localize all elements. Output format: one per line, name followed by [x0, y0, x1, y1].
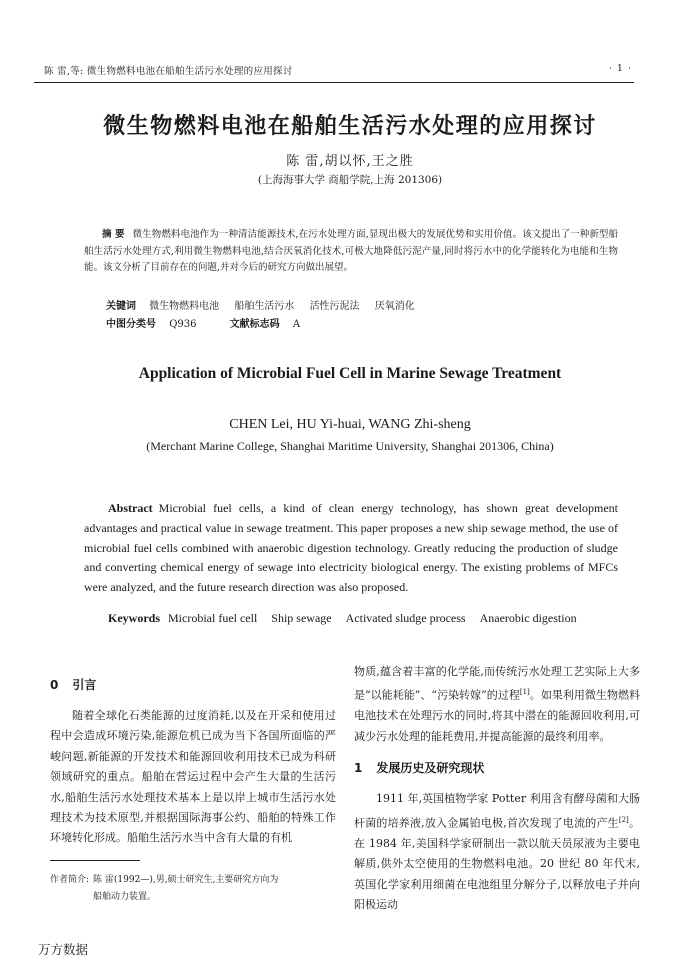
section-number: 0: [50, 678, 59, 692]
section-heading-intro: [50, 672, 336, 698]
running-header: [34, 63, 634, 79]
page-number: · 1 ·: [608, 63, 632, 74]
body-column-left: [50, 672, 336, 849]
clc-label: 中图分类号: [106, 319, 156, 330]
citation-ref: [1]: [519, 688, 530, 697]
abstract-en-text: Microbial fuel cells, a kind of clean energy technology, has shown great development advantages and practical value in sewage treatment. This paper proposes a new ship sewage method, the use of microbial fuel cells combined with anaerobic digestion technology. Greatly reducing the production of sludge and converting chemical energy of sewage into electricity biological energy. The existing problems of MFCs were analyzed, and the future research direction was also proposed.: [84, 501, 618, 595]
keyword-en: Anaerobic digestion: [479, 611, 577, 625]
keywords-cn-label: 关键词: [106, 301, 136, 312]
authors-en: CHEN Lei, HU Yi-huai, WANG Zhi-sheng: [229, 417, 471, 432]
doc-code-value: A: [292, 319, 301, 330]
history-paragraph: [354, 789, 640, 915]
keyword-cn: 厌氧消化: [374, 301, 415, 312]
author-footnote: [50, 872, 340, 906]
abstract-en: [84, 499, 618, 598]
running-title: 陈 雷,等: 微生物燃料电池在船舶生活污水处理的应用探讨: [44, 66, 293, 77]
watermark: 万方数据: [38, 942, 89, 957]
footnote-rule: [50, 860, 140, 861]
abstract-cn-label: 摘 要: [102, 229, 125, 240]
paper-title-en: Application of Microbial Fuel Cell in Marine Sewage Treatment: [138, 365, 562, 382]
section-heading-history: [354, 755, 640, 781]
abstract-cn: [84, 227, 618, 277]
keyword-en: Microbial fuel cell: [168, 611, 258, 625]
footnote-label: 作者简介:: [50, 875, 90, 885]
clc-value: Q936: [169, 319, 197, 330]
intro-cont-text-a: 物质,蕴含着丰富的化学能,而传统污水处理工艺实际上大多是“以能耗能”、“污染转嫁”的过程: [354, 665, 640, 703]
doc-code-label: 文献标志码: [229, 319, 280, 330]
authors-cn: 陈 雷,胡以怀,王之胜: [286, 154, 414, 169]
abstract-en-label: Abstract: [108, 501, 153, 515]
keyword-cn: 活性污泥法: [309, 301, 360, 312]
section-title: 发展历史及研究现状: [376, 761, 485, 776]
keywords-en: [84, 609, 618, 629]
section-title: 引言: [72, 678, 97, 692]
keywords-en-label: Keywords: [108, 611, 160, 625]
header-rule: [34, 82, 634, 83]
classification-line: [106, 315, 626, 330]
abstract-cn-text: 微生物燃料电池作为一种清洁能源技术,在污水处理方面,显现出极大的发展优势和实用价值。该文提出了一种新型船舶生活污水处理方式,利用微生物燃料电池,结合厌氧消化技术,可极大地降低污泥产量,同时将污水中的化学能转化为电能和生物能。该文分析了目前存在的问题,并对今后的研究方向做出展望。: [84, 229, 619, 274]
intro-paragraph-continued: [354, 662, 640, 747]
footnote-text-cont: 船舶动力装置。: [93, 892, 157, 902]
affiliation-cn: (上海海事大学 商船学院,上海 201306): [257, 174, 443, 186]
keywords-cn: [106, 297, 626, 312]
history-text-a: 1911 年,英国植物学家 Potter 利用含有酵母菌和大肠杆菌的培养液,放入金属铂电极,首次发现了电流的产生: [354, 792, 640, 830]
paper-title-cn: 微生物燃料电池在船舶生活污水处理的应用探讨: [103, 114, 597, 139]
keyword-cn: 微生物燃料电池: [149, 301, 220, 312]
citation-ref: [2]: [618, 815, 629, 824]
section-number: 1: [354, 761, 363, 776]
keyword-en: Activated sludge process: [345, 611, 466, 625]
history-text-b: 。在 1984 年,美国科学家研制出一款以航天员尿液为主要电解质,供外太空使用的生物燃料电池。20 世纪 80 年代末,英国化学家利用细菌在电池组里分解分子,以释放电子并向阳极运动: [354, 816, 640, 911]
intro-cont-text-b: 。如果利用微生物燃料电池技术在处理污水的同时,将其中潜在的能源回收利用,可减少污水处理的能耗费用,并提高能源的最终利用率。: [354, 689, 640, 743]
intro-paragraph: 随着全球化石类能源的过度消耗,以及在开采和使用过程中会造成环境污染,能源危机已成为当下各国所面临的严峻问题,新能源的开发技术和能源回收利用技术已成为科研领域研究的重点。船舶在营运过程中会产生大量的生活污水,船舶生活污水处理技术基本上是以岸上城市生活污水处理技术为技术原型,并根据国际海事公约、船舶的特殊工作环境转化形成。船舶生活污水当中含有大量的有机: [50, 709, 336, 845]
keyword-en: Ship sewage: [271, 611, 332, 625]
affiliation-en: (Merchant Marine College, Shanghai Maritime University, Shanghai 201306, China): [146, 439, 554, 453]
footnote-text: 陈 雷(1992—),男,硕士研究生,主要研究方向为: [93, 875, 279, 885]
body-column-right: [354, 662, 640, 915]
keyword-cn: 船舶生活污水: [234, 301, 295, 312]
